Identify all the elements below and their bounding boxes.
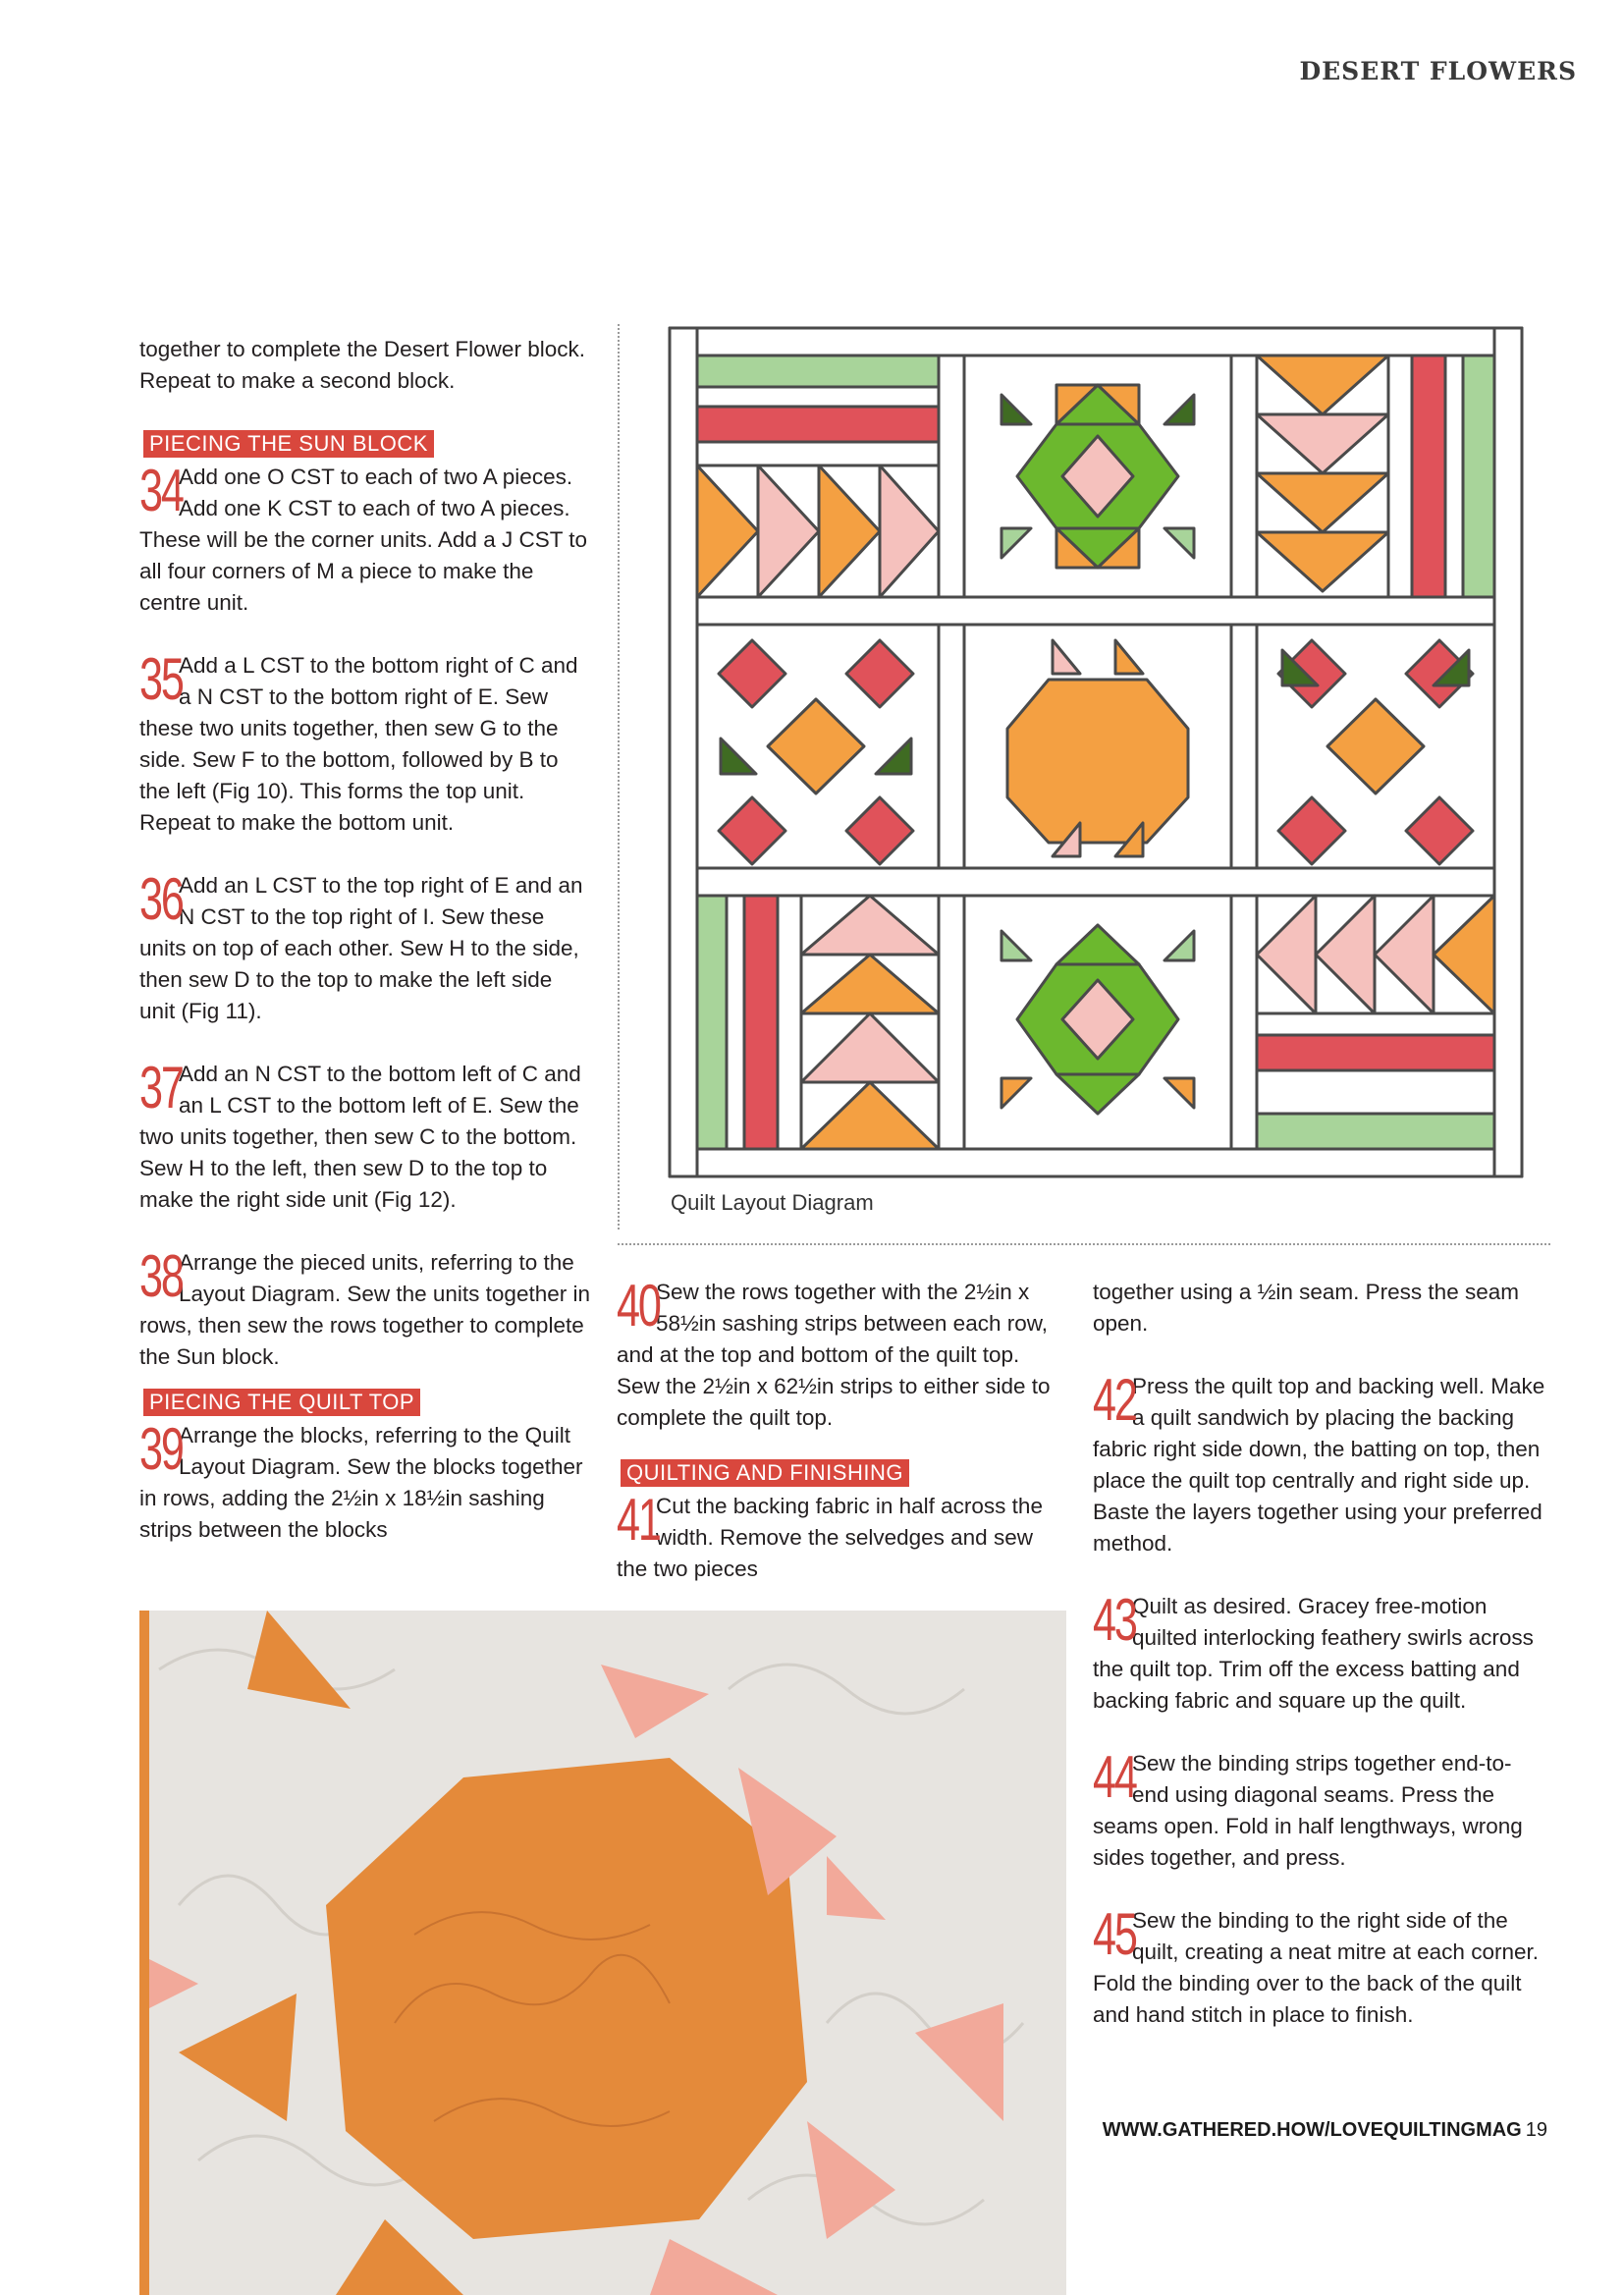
text-column-3 [1093, 1277, 1546, 2062]
step-number: 44 [1093, 1744, 1136, 1810]
step-number: 39 [139, 1416, 183, 1482]
page-footer [1103, 2119, 1547, 2142]
section-heading-sun-block: PIECING THE SUN BLOCK [143, 430, 434, 458]
running-header: DESERT FLOWERS [1299, 57, 1577, 85]
quilt-layout-diagram [668, 326, 1524, 1178]
step-34 [139, 458, 591, 619]
page-number: 19 [1525, 2119, 1547, 2141]
step-41 [617, 1487, 1066, 1585]
step-text: Sew the binding to the right side of the quilt, creating a neat mitre at each corner. Fold the binding over to the back of the quilt and hand stitch in place to finish. [1093, 1908, 1539, 2027]
step-text: Add an L CST to the top right of E and an N CST to the top right of I. Sew these units on top of each other. Sew H to the side, then sew D to the top to make the left side unit (Fig 11). [139, 873, 583, 1023]
step-number: 34 [139, 458, 183, 523]
step-text: Arrange the pieced units, referring to the Layout Diagram. Sew the units together in rows, then sew the rows together to complete the Sun block. [139, 1250, 590, 1369]
step-number: 38 [139, 1243, 183, 1309]
step-number: 36 [139, 866, 183, 932]
step-text: Arrange the blocks, referring to the Quilt Layout Diagram. Sew the blocks together in rows, adding the 2½in x 18½in sashing strips between the blocks [139, 1423, 583, 1542]
step-text: Quilt as desired. Gracey free-motion quilted interlocking feathery swirls across the quilt top. Trim off the excess batting and backing fabric and square up the quilt. [1093, 1594, 1534, 1713]
step-40 [617, 1273, 1066, 1434]
text-column-2 [617, 1273, 1066, 1616]
step-35 [139, 646, 591, 839]
diagram-caption: Quilt Layout Diagram [671, 1190, 874, 1215]
step-text: Sew the binding strips together end-to-end using diagonal seams. Press the seams open. Fold in half lengthways, wrong sides together, and press. [1093, 1751, 1523, 1870]
step-number: 43 [1093, 1587, 1136, 1653]
step-37 [139, 1055, 591, 1216]
step-number: 42 [1093, 1367, 1136, 1433]
step-44 [1093, 1744, 1546, 1874]
section-heading-quilting: QUILTING AND FINISHING [621, 1459, 909, 1487]
step-text: Sew the rows together with the 2½in x 58½in sashing strips between each row, and at the top and bottom of the quilt top. Sew the 2½in x 62½in strips to either side to complete the quilt top. [617, 1280, 1051, 1430]
step-number: 37 [139, 1055, 183, 1120]
step-43 [1093, 1587, 1546, 1717]
step-text: Add an N CST to the bottom left of C and an L CST to the bottom left of E. Sew the two units together, then sew C to the bottom. Sew H to the left, then sew D to the top to make the right side unit (Fig 12). [139, 1062, 581, 1212]
section-heading-quilt-top: PIECING THE QUILT TOP [143, 1389, 420, 1416]
step-number: 41 [617, 1487, 660, 1553]
step-number: 40 [617, 1273, 660, 1339]
step-text: Add a L CST to the bottom right of C and a N CST to the bottom right of E. Sew these two units together, then sew G to the side. Sew F to the bottom, followed by B to the left (Fig 10). This forms the top unit. Repeat to make the bottom unit. [139, 653, 578, 835]
step-text: Press the quilt top and backing well. Make a quilt sandwich by placing the backing fabric right side down, the batting on top, then place the quilt top centrally and right side up. Baste the layers together using your preferred method. [1093, 1374, 1545, 1556]
column-divider [618, 324, 620, 1229]
step-number: 45 [1093, 1901, 1136, 1967]
quilt-detail-photo [139, 1611, 1066, 2295]
step-text: Cut the backing fabric in half across the width. Remove the selvedges and sew the two pieces [617, 1494, 1043, 1581]
step-38 [139, 1243, 591, 1373]
text-column-1 [139, 334, 591, 1577]
diagram-divider [618, 1243, 1550, 1245]
intro-paragraph: together to complete the Desert Flower block. Repeat to make a second block. [139, 337, 585, 393]
step-36 [139, 866, 591, 1027]
step-42 [1093, 1367, 1546, 1559]
step-text: Add one O CST to each of two A pieces. Add one K CST to each of two A pieces. These will be the corner units. Add a J CST to all four corners of M a piece to make the centre unit. [139, 464, 588, 615]
footer-url: WWW.GATHERED.HOW/LOVEQUILTINGMAG [1102, 2119, 1522, 2141]
continued-paragraph: together using a ½in seam. Press the seam open. [1093, 1280, 1519, 1336]
step-number: 35 [139, 646, 183, 712]
step-45 [1093, 1901, 1546, 2031]
step-39 [139, 1416, 591, 1546]
